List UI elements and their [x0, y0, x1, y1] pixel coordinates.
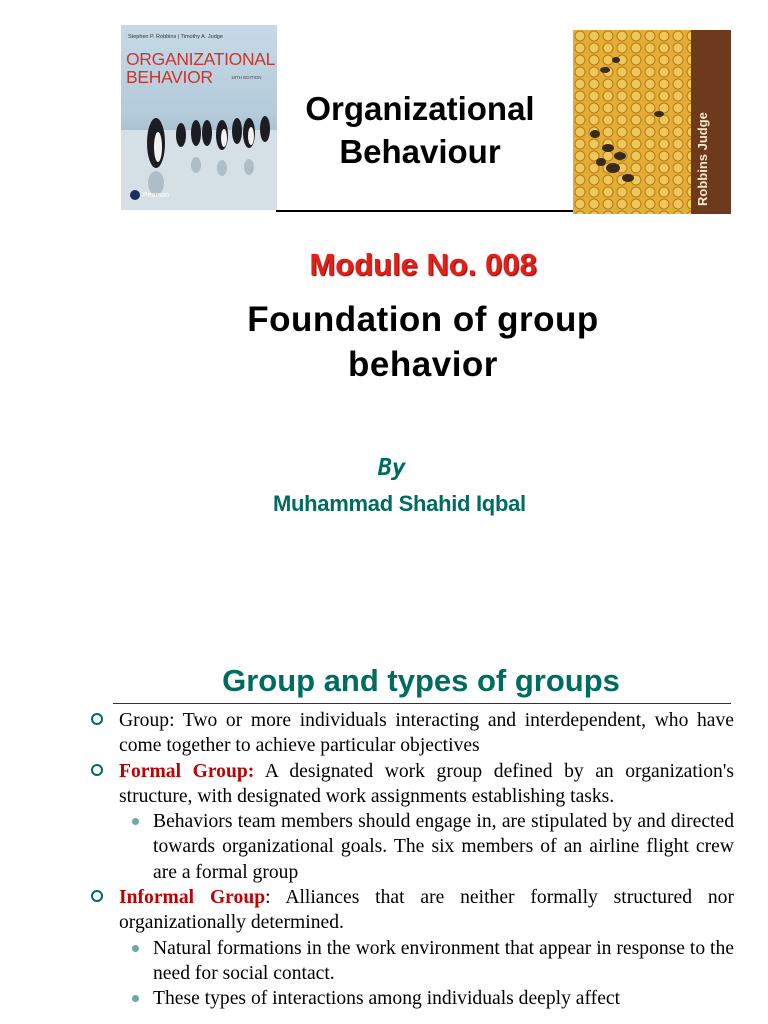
bullet-item: [119, 708, 734, 759]
sub-bullet-text: Natural formations in the work environment that appear in response to the need for social contact.: [153, 937, 734, 984]
author-name: Muhammad Shahid Iqbal: [273, 491, 526, 516]
subtitle-line2: behavior: [348, 344, 498, 384]
bullet-item: [119, 759, 734, 810]
book-publisher: Pearson: [143, 192, 170, 199]
heading-divider: [113, 703, 731, 704]
sub-bullet-item: [153, 809, 734, 885]
sub-bullet-text: These types of interactions among individuals deeply affect: [153, 988, 621, 1010]
title-line1: Organizational: [305, 90, 535, 127]
sub-bullet-item: [153, 936, 734, 987]
title-divider: [276, 210, 574, 212]
bullet-item: [119, 885, 734, 936]
pearson-logo-icon: [130, 190, 140, 200]
book-edition: 18TH EDITION: [231, 75, 262, 80]
honeycomb-illustration: [573, 30, 691, 214]
ring-bullet-icon: [91, 890, 103, 902]
dot-bullet-icon: [132, 945, 139, 952]
term-informal-group: Informal Group: [119, 887, 266, 909]
sub-bullet-text: Behaviors team members should engage in, are stipulated by and directed towards organizational goals. The six members of an airline flight crew are a formal group: [153, 811, 734, 883]
subtitle-line1: Foundation of group: [247, 300, 599, 339]
title-line2: Behaviour: [339, 132, 501, 170]
ring-bullet-icon: [91, 713, 103, 725]
section-heading: Group and types of groups: [222, 663, 620, 698]
ring-bullet-icon: [91, 764, 103, 776]
book-spine-text: Robbins Judge: [695, 112, 710, 206]
book-cover-right: [573, 30, 731, 214]
term-formal-group: Formal Group:: [119, 760, 255, 782]
book-title-line1: ORGANIZATIONAL: [126, 49, 276, 69]
sub-bullet-item: [153, 986, 734, 1011]
bullet-content: [119, 708, 734, 1012]
book-title-line2: BEHAVIOR: [126, 67, 213, 87]
book-authors: Stephen P. Robbins | Timothy A. Judge: [128, 34, 223, 40]
dot-bullet-icon: [132, 818, 139, 825]
module-number: Module No. 008: [309, 247, 537, 282]
dot-bullet-icon: [132, 995, 139, 1002]
page-title: [276, 88, 564, 174]
bullet-text: A designated work group defined by an organization's structure, with designated work assignments establishing tasks.: [119, 760, 734, 807]
bullet-text: : Alliances that are neither formally structured nor organizationally determined.: [119, 887, 734, 934]
by-label: By: [378, 455, 406, 481]
book-cover-left: [121, 25, 277, 210]
bullet-text: Group: Two or more individuals interacting and interdependent, who have come together to achieve particular objectives: [119, 710, 734, 757]
module-subtitle: [170, 298, 676, 388]
